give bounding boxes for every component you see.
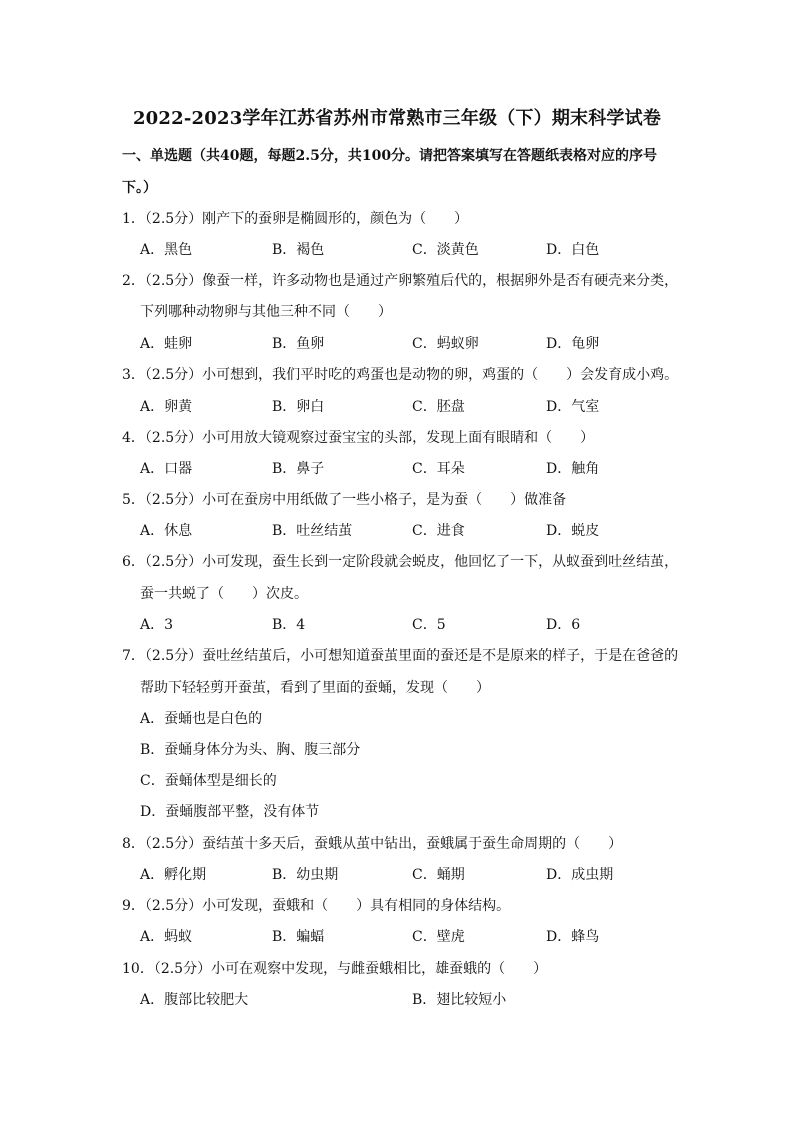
q2-option-d: D．龟卵 [546,336,600,352]
question-10: 10．（2.5分）小可在观察中发现，与雌蚕蛾相比，雄蚕蛾的（ ） [122,961,548,977]
q5-option-a: A．休息 [140,523,193,539]
q3-option-c: C．胚盘 [412,399,465,415]
q2-option-c: C．蚂蚁卵 [412,336,479,352]
q6-option-c: C．5 [412,617,446,633]
question-4: 4．（2.5分）小可用放大镜观察过蚕宝宝的头部，发现上面有眼睛和（ ） [122,430,595,446]
q5-option-d: D．蜕皮 [546,523,600,539]
q4-option-b: B．鼻子 [272,461,325,477]
q7-option-b: B．蚕蛹身体分为头、胸、腹三部分 [140,742,361,758]
section-heading-line1: 一、单选题（共40题，每题2.5分，共100分。请把答案填写在答题纸表格对应的序号 [122,148,658,164]
q9-option-c: C．壁虎 [412,929,465,945]
question-6: 6．（2.5分）小可发现，蚕生长到一定阶段就会蜕皮，他回忆了一下，从蚁蚕到吐丝结茧， [122,554,679,570]
q3-option-b: B．卵白 [272,399,325,415]
question-8: 8．（2.5分）蚕结茧十多天后，蚕蛾从茧中钻出，蚕蛾属于蚕生命周期的（ ） [122,836,623,852]
question-5: 5．（2.5分）小可在蚕房中用纸做了一些小格子，是为蚕（ ）做准备 [122,492,567,508]
q7-option-a: A．蚕蛹也是白色的 [140,711,263,727]
q9-option-a: A．蚂蚁 [140,929,193,945]
question-1: 1．（2.5分）刚产下的蚕卵是椭圆形的，颜色为（ ） [122,211,469,227]
q4-option-d: D．触角 [546,461,600,477]
question-7-cont: 帮助下轻轻剪开蚕茧，看到了里面的蚕蛹，发现（ ） [140,680,490,696]
question-7: 7．（2.5分）蚕吐丝结茧后，小可想知道蚕茧里面的蚕还是不是原来的样子，于是在爸爸的 [122,648,679,664]
q9-option-b: B．蝙蝠 [272,929,325,945]
q5-option-b: B．吐丝结茧 [272,523,353,539]
q4-option-c: C．耳朵 [412,461,465,477]
q6-option-a: A．3 [140,617,174,633]
q1-option-d: D．白色 [546,242,600,258]
q2-option-a: A．蛙卵 [140,336,193,352]
question-6-cont: 蚕一共蜕了（ ）次皮。 [140,586,308,602]
q1-option-b: B．褐色 [272,242,325,258]
question-2: 2．（2.5分）像蚕一样，许多动物也是通过产卵繁殖后代的，根据卵外是否有硬壳来分类， [122,273,679,289]
q3-option-a: A．卵黄 [140,399,193,415]
question-9: 9．（2.5分）小可发现，蚕蛾和（ ）具有相同的身体结构。 [122,898,511,914]
q8-option-a: A．孵化期 [140,867,207,883]
q8-option-b: B．幼虫期 [272,867,339,883]
q8-option-c: C．蛹期 [412,867,465,883]
q6-option-b: B．4 [272,617,306,633]
q10-option-b: B．翅比较短小 [412,992,507,1008]
q2-option-b: B．鱼卵 [272,336,325,352]
question-2-cont: 下列哪种动物卵与其他三种不同（ ） [140,304,392,320]
q6-option-d: D．6 [546,617,581,633]
q10-option-a: A．腹部比较肥大 [140,992,249,1008]
page-title: 2022-2023学年江苏省苏州市常熟市三年级（下）期末科学试卷 [132,108,662,129]
q3-option-d: D．气室 [546,399,600,415]
question-3: 3．（2.5分）小可想到，我们平时吃的鸡蛋也是动物的卵，鸡蛋的（ ）会发育成小鸡。 [122,367,679,383]
q5-option-c: C．进食 [412,523,465,539]
q1-option-a: A．黑色 [140,242,193,258]
section-heading-line2: 下。） [122,180,157,196]
q7-option-d: D．蚕蛹腹部平整，没有体节 [140,804,320,820]
q1-option-c: C．淡黄色 [412,242,479,258]
q7-option-c: C．蚕蛹体型是细长的 [140,773,277,789]
q4-option-a: A．口器 [140,461,193,477]
q8-option-d: D．成虫期 [546,867,614,883]
q9-option-d: D．蜂鸟 [546,929,600,945]
